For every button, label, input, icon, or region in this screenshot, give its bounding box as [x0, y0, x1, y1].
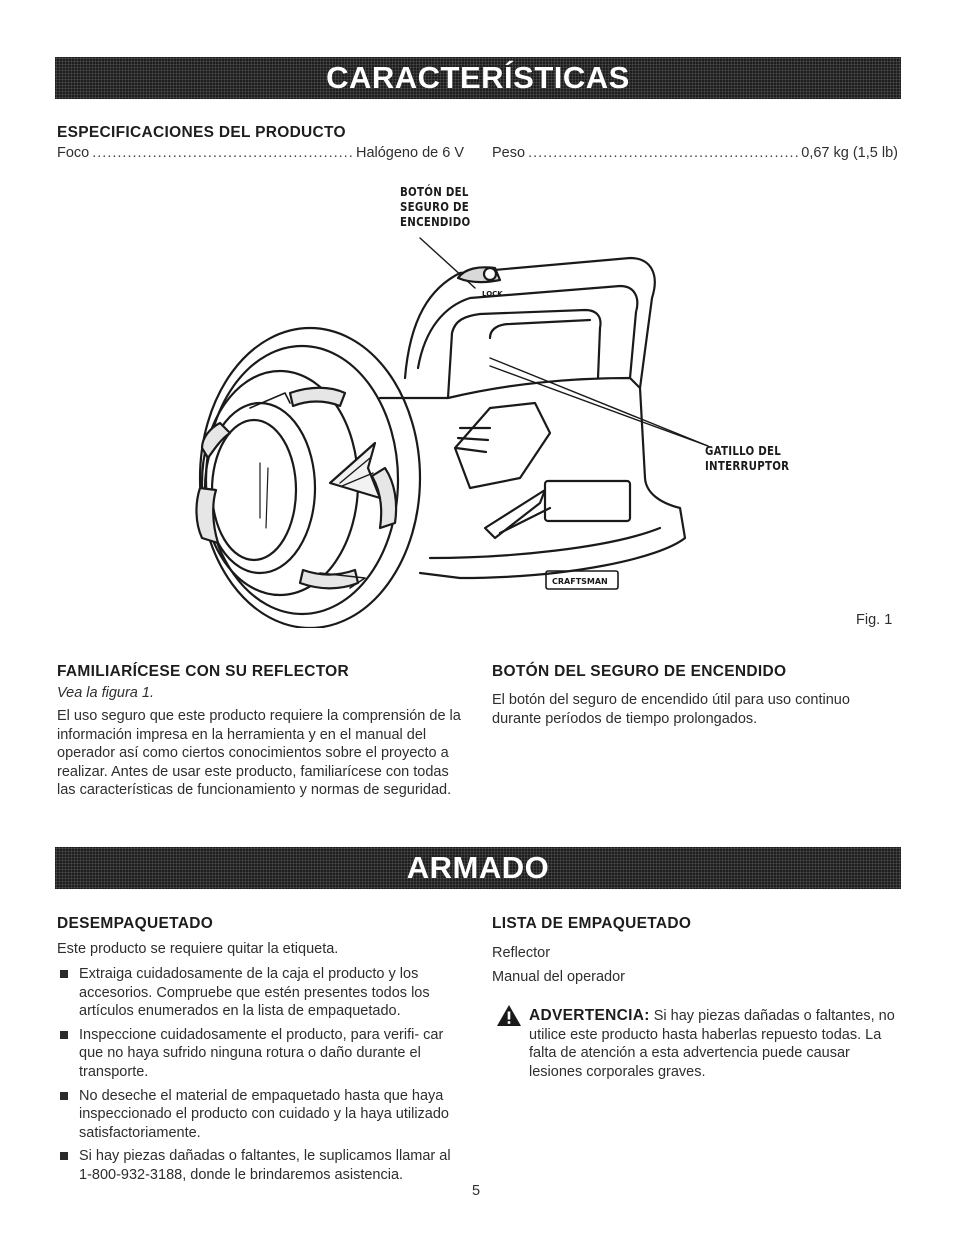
page-number: 5 [472, 1183, 481, 1199]
warning-title: ADVERTENCIA: [529, 1007, 650, 1024]
spec-label: Peso [492, 145, 526, 161]
leader-dots [92, 145, 353, 161]
spotlight-illustration [190, 228, 710, 628]
lock-label: LOCK [482, 290, 503, 298]
list-item: Si hay piezas dañadas o faltantes, le suplicamos llamar al 1-800-932-3188, donde le brindaremos asistencia. [57, 1147, 467, 1184]
desempaquetado-intro: Este producto se requiere quitar la etiqueta. [57, 941, 339, 957]
callout-boton-seguro: BOTÓN DEL SEGURO DE ENCENDIDO [400, 184, 471, 229]
leader-dots [528, 145, 798, 161]
warning-text [529, 1007, 901, 1081]
boton-heading: BOTÓN DEL SEGURO DE ENCENDIDO [492, 663, 787, 680]
spec-label: Foco [57, 145, 90, 161]
bullet-square [60, 1092, 68, 1100]
brand-label: CRAFTSMAN [552, 577, 608, 586]
spec-value: Halógeno de 6 V [355, 145, 464, 161]
figure-caption: Fig. 1 [856, 612, 893, 628]
warning-triangle-icon [496, 1004, 522, 1027]
spec-peso [492, 145, 898, 161]
section-banner-caracteristicas [55, 57, 901, 99]
boton-body: El botón del seguro de encendido útil para uso continuo durante períodos de tiempo prolongados. [492, 692, 850, 727]
lista-item-reflector: Reflector [492, 945, 551, 961]
desempaquetado-heading: DESEMPAQUETADO [57, 915, 214, 932]
section-title: ARMADO [406, 850, 550, 885]
lista-heading: LISTA DE EMPAQUETADO [492, 915, 692, 932]
bullet-square [60, 970, 68, 978]
list-item: Extraiga cuidadosamente de la caja el producto y los accesorios. Compruebe que estén presentes todos los artículos enumerados en la lista de empaquetado. [57, 965, 467, 1021]
warning-body: Si hay piezas dañadas o faltantes, no utilice este producto hasta haberlas repuesto todas. La falta de atención a esta advertencia puede causar lesiones corporales graves. [529, 1008, 895, 1080]
spec-foco [57, 145, 464, 161]
desempaquetado-list [57, 965, 467, 1190]
callout-gatillo: GATILLO DEL INTERRUPTOR [705, 443, 790, 473]
lista-item-manual: Manual del operador [492, 969, 626, 985]
bullet-square [60, 1031, 68, 1039]
spec-value: 0,67 kg (1,5 lb) [801, 145, 898, 161]
list-item: No deseche el material de empaquetado hasta que haya inspeccionado el producto con cuidado y la haya utilizado satisfactoriamente. [57, 1087, 467, 1143]
bullet-square [60, 1152, 68, 1160]
specs-heading: ESPECIFICACIONES DEL PRODUCTO [57, 124, 346, 141]
familiarice-body: El uso seguro que este producto requiere la comprensión de la información impresa en la herramienta y en el manual del operador así como ciertos conocimientos sobre el proyecto a realizar. Antes de usar este producto, familiarícese con todas las características de funcionamiento y normas de seguridad. [57, 708, 461, 799]
figure-reference: Vea la figura 1. [57, 685, 154, 701]
section-banner-armado [55, 847, 901, 889]
section-title: CARACTERÍSTICAS [326, 60, 630, 95]
list-item: Inspeccione cuidadosamente el producto, para verifi- car que no haya sufrido ninguna rotura o daño durante el transporte. [57, 1026, 467, 1082]
familiarice-heading: FAMILIARÍCESE CON SU REFLECTOR [57, 663, 350, 680]
